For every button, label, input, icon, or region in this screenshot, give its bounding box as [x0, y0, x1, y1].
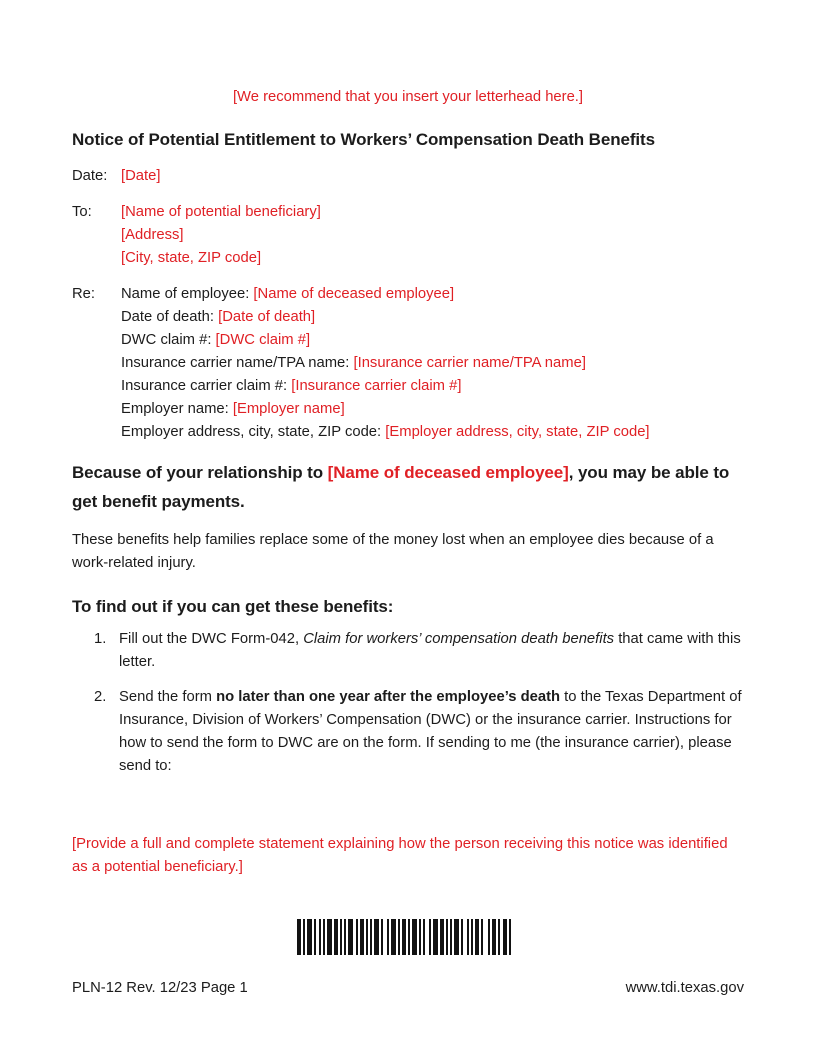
re-line-carrier-claim	[121, 375, 744, 398]
re-line-dwc-claim	[121, 329, 744, 352]
steps-heading: To find out if you can get these benefits:	[72, 597, 394, 616]
relationship-heading-pre: Because of your relationship to	[72, 463, 328, 482]
footer-website: www.tdi.texas.gov	[625, 980, 744, 996]
to-label: To:	[72, 204, 92, 220]
re-line-label: Insurance carrier claim #:	[121, 378, 292, 394]
page-title: Notice of Potential Entitlement to Workers’ Compensation Death Benefits	[72, 130, 655, 149]
re-line-value: [DWC claim #]	[215, 332, 311, 348]
re-line-label: Date of death:	[121, 309, 219, 325]
step1-post: that came with this letter.	[119, 631, 741, 670]
to-block	[72, 201, 744, 270]
relationship-heading-post: , you may be able to get benefit payments.	[72, 463, 730, 511]
step2-pre: Send the form	[119, 689, 217, 705]
re-line-employer-address	[121, 421, 744, 444]
re-line-employee-name	[121, 283, 744, 306]
re-line-value: [Insurance carrier name/TPA name]	[353, 355, 586, 371]
list-item-2	[72, 686, 744, 778]
intro-paragraph: These benefits help families replace some of the money lost when an employee dies because of a work-related injury.	[72, 532, 714, 571]
list-item-1	[72, 628, 744, 674]
footer-doc-id: PLN-12 Rev. 12/23 Page 1	[72, 980, 248, 996]
deadline-bold: no later than one year after the employee’s death	[216, 689, 561, 705]
re-label: Re:	[72, 286, 96, 302]
step1-pre: Fill out the DWC Form-042,	[119, 631, 304, 647]
barcode	[297, 919, 519, 955]
page-footer	[72, 978, 744, 998]
re-line-value: [Employer name]	[232, 401, 345, 417]
re-block	[72, 283, 744, 444]
letterhead-note: [We recommend that you insert your letterhead here.]	[232, 89, 584, 105]
beneficiary-statement-note: [Provide a full and complete statement explaining how the person receiving this notice was identified as a potential beneficiary.]	[72, 836, 728, 875]
re-line-value: [Employer address, city, state, ZIP code]	[385, 424, 650, 440]
re-line-value: [Insurance carrier claim #]	[291, 378, 462, 394]
re-line-carrier-name	[121, 352, 744, 375]
to-line-city-state-zip: [City, state, ZIP code]	[121, 250, 262, 266]
list-item-text	[119, 628, 744, 674]
re-line-label: DWC claim #:	[121, 332, 216, 348]
re-line-label: Name of employee:	[121, 286, 254, 302]
re-line-value: [Date of death]	[218, 309, 316, 325]
date-row	[72, 165, 744, 188]
date-placeholder: [Date]	[121, 168, 161, 184]
form-name-italic: Claim for workers’ compensation death benefits	[303, 631, 615, 647]
step2-post: to the Texas Department of Insurance, Division of Workers’ Compensation (DWC) or the insurance carrier. Instructions for how to send the form to DWC are on the form. If sending to me (the insurance carrier), please send to:	[119, 689, 742, 774]
re-line-label: Insurance carrier name/TPA name:	[121, 355, 354, 371]
relationship-heading	[72, 458, 744, 516]
to-line-beneficiary: [Name of potential beneficiary]	[121, 204, 321, 220]
to-line-address: [Address]	[121, 227, 184, 243]
re-line-date-of-death	[121, 306, 744, 329]
re-line-value: [Name of deceased employee]	[253, 286, 455, 302]
relationship-heading-placeholder: [Name of deceased employee]	[327, 463, 569, 482]
re-line-employer-name	[121, 398, 744, 421]
list-number: 1.	[94, 631, 107, 647]
re-line-label: Employer name:	[121, 401, 233, 417]
date-label: Date:	[72, 168, 108, 184]
re-line-label: Employer address, city, state, ZIP code:	[121, 424, 386, 440]
list-item-text	[119, 686, 744, 778]
list-number: 2.	[94, 689, 107, 705]
